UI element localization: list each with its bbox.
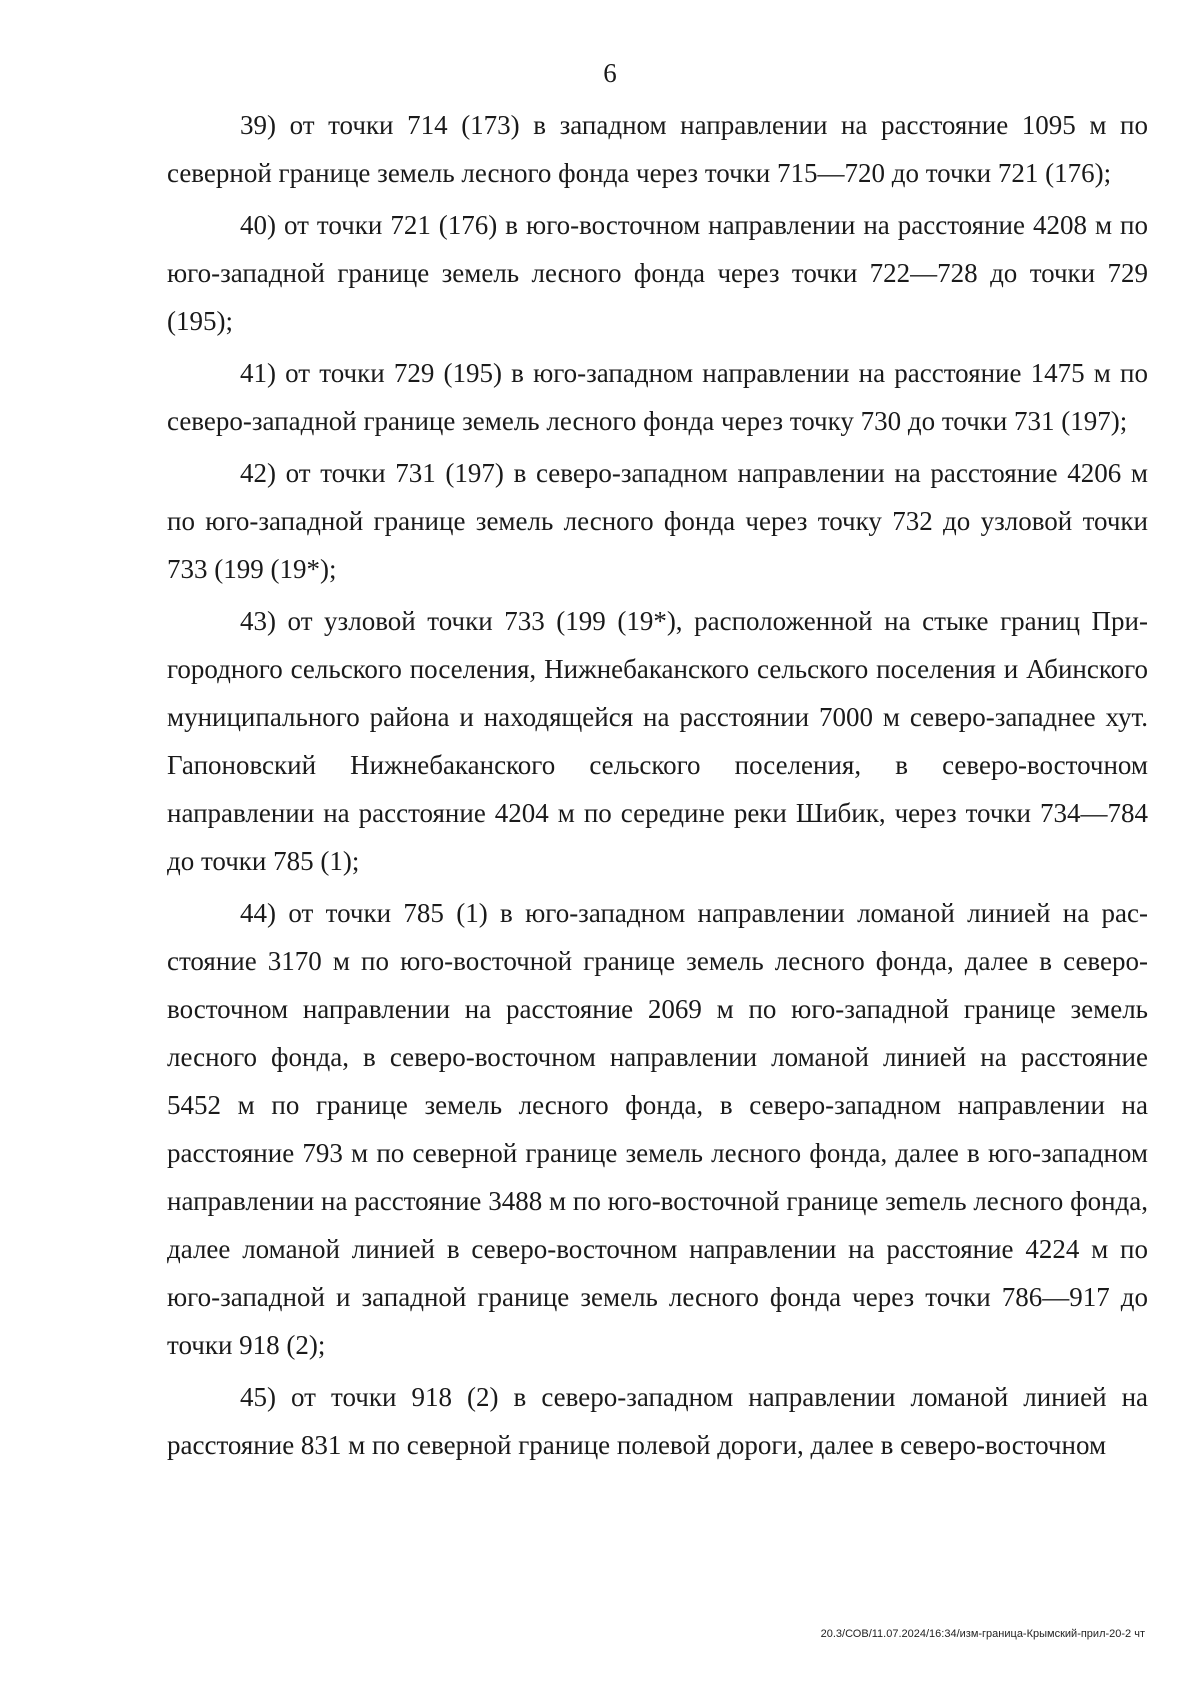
document-body (167, 101, 1148, 1473)
paragraph-39: 39) от точки 714 (173) в западном направлении на расстояние 1095 м по северной границе земель лесного фонда через точки 715—720 до точки 721 (176); (167, 110, 1148, 188)
paragraph-41: 41) от точки 729 (195) в юго-западном направлении на расстояние 1475 м по северо-западной границе земель лесного фонда через точку 730 до точки 731 (197); (167, 358, 1148, 436)
paragraph-43: 43) от узловой точки 733 (199 (19*), расположенной на стыке границ Пригородного сельского поселения, Нижнебаканского сельского поселения и Абинского муниципального района и находящейся на расстоянии 7000 м северо-западнее хут. Гапоновский Нижнебаканского сельского поселения, в северо-восточном направлении на расстояние 4204 м по середине реки Шибик, через точки 734—784 до точки 785 (1); (167, 606, 1148, 876)
paragraph-44: 44) от точки 785 (1) в юго-западном направлении ломаной линией на расстояние 3170 м по юго-восточной границе земель лесного фонда, далее в северо-восточном направлении на расстояние 2069 м по юго-западной границе земель лесного фонда, в северо-восточном направлении ломаной линией на расстояние 5452 м по границе земель лесного фонда, в северо-западном направлении на расстояние 793 м по северной границе земель лесного фонда, далее в юго-западном направлении на расстояние 3488 м по юго-восточной границе зеmель лесного фонда, далее ломаной линией в северо-восточном направлении на расстояние 4224 м по юго-западной и западной границе земель лесного фонда через точки 786—917 до точки 918 (2); (167, 898, 1148, 1360)
paragraph-40: 40) от точки 721 (176) в юго-восточном направлении на расстояние 4208 м по юго-западной границе земель лесного фонда через точки 722—728 до точки 729 (195); (167, 210, 1148, 336)
paragraph-45: 45) от точки 918 (2) в северо-западном направлении ломаной линией на расстояние 831 м по северной границе полевой дороги, далее в северо-восточном (167, 1382, 1148, 1460)
paragraph-42: 42) от точки 731 (197) в северо-западном направлении на расстояние 4206 м по юго-западной границе земель лесного фонда через точку 732 до узловой точки 733 (199 (19*); (167, 458, 1148, 584)
page-number: 6 (603, 58, 617, 88)
document-footer-code: 20.3/СОВ/11.07.2024/16:34/изм-граница-Крымский-прил-20-2 чт (820, 1628, 1145, 1640)
